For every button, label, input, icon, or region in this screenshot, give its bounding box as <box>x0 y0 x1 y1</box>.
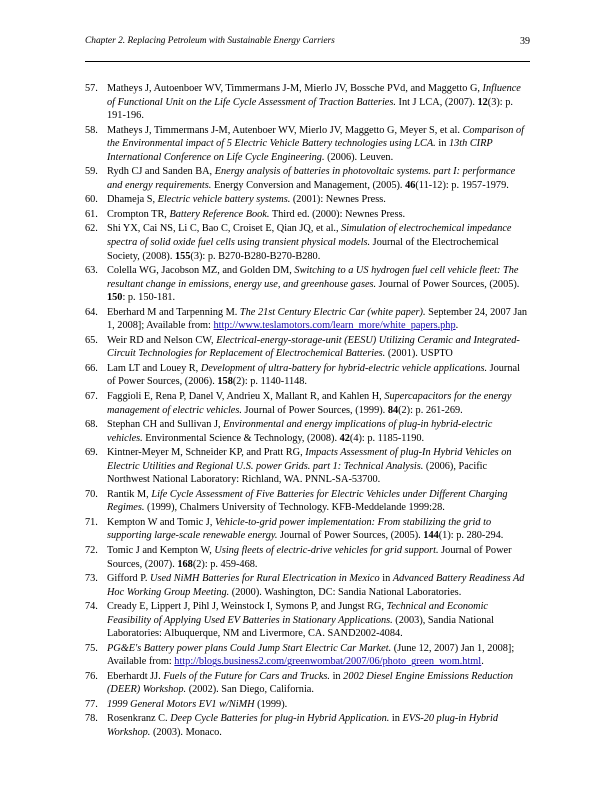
reference-text-segment: Dhameja S, <box>107 194 158 206</box>
reference-title: Impacts Assessment of plug-In Hybrid Vehicles on Electric Utilities and Regional U.S. power Grids. part 1: Technical Analysis. <box>107 447 512 472</box>
reference-title: Development of ultra-battery for hybrid-electric vehicle applications. <box>200 362 488 374</box>
reference-text-segment: (1): p. 280-294. <box>438 530 504 542</box>
reference-volume: 168 <box>177 558 193 570</box>
reference-title: Deep Cycle Batteries for plug-in Hybrid Application. <box>170 713 390 725</box>
reference-text-segment: September 24, 2007 Jan 1, 2008]; Available from: <box>107 306 528 332</box>
reference-number: 71. <box>85 516 98 528</box>
reference-item <box>85 642 530 669</box>
reference-text <box>107 545 512 570</box>
reference-volume: 150 <box>107 292 123 304</box>
reference-number: 63. <box>85 265 98 277</box>
reference-title: Simulation of electrochemical impedance spectra of solid oxide fuel cells using transient physical models. <box>107 223 512 248</box>
reference-item <box>85 446 530 487</box>
reference-number: 78. <box>85 713 98 725</box>
reference-title: Environmental and energy implications of plug-in hybrid-electric vehicles. <box>107 419 493 444</box>
reference-title: Electrical-energy-storage-unit (EESU) Utilizing Ceramic and Integrated-Circuit Technologies for Replacement of Electrochemical Batteries. <box>107 334 520 360</box>
reference-text <box>107 601 494 639</box>
reference-text <box>107 209 405 220</box>
reference-text-segment: (11-12): p. 1957-1979. <box>415 179 509 191</box>
reference-text-segment: Environmental Science & Technology, (2008). <box>142 432 340 444</box>
reference-item <box>85 712 530 739</box>
reference-item <box>85 390 530 417</box>
reference-title: Using fleets of electric-drive vehicles for grid support. <box>214 544 439 556</box>
reference-volume: 42 <box>339 432 350 444</box>
reference-text-segment: (1999). <box>254 698 288 710</box>
reference-volume: 12 <box>477 96 488 108</box>
reference-text <box>107 335 520 360</box>
reference-item <box>85 264 530 305</box>
reference-text-segment: Lam LT and Louey R, <box>107 362 201 374</box>
reference-item <box>85 306 530 333</box>
reference-text <box>107 363 520 388</box>
reference-text-segment: (4): p. 1185-1190. <box>349 432 425 444</box>
reference-text <box>107 447 512 485</box>
reference-number: 68. <box>85 419 98 431</box>
reference-text-segment: Journal of Power Sources, (2006). <box>107 362 520 388</box>
reference-title: Supercapacitors for the energy management of electric vehicles. <box>107 390 512 416</box>
reference-number: 61. <box>85 208 98 220</box>
reference-text <box>107 166 515 191</box>
reference-title: Technical and Economic Feasibility of Applying Used EV Batteries in Stationary Applications. <box>107 601 489 626</box>
reference-title: PG&E's Battery power plans Could Jump Start Electric Car Market. <box>107 642 392 654</box>
reference-text-segment: Crompton TR, <box>107 208 170 220</box>
reference-number: 60. <box>85 194 98 206</box>
reference-title: Life Cycle Assessment of Five Batteries for Electric Vehicles under Different Charging Regimes. <box>107 488 508 514</box>
reference-number: 73. <box>85 573 98 585</box>
reference-title: Switching to a US hydrogen fuel cell vehicle fleet: The resultant change in emissions, energy use, and greenhouse gases. <box>107 265 519 290</box>
reference-text-segment: Journal of Power Sources, (2007). <box>107 544 512 570</box>
reference-text-segment: Journal of Power Sources, (1999). <box>241 404 388 416</box>
reference-list <box>85 82 530 741</box>
reference-title: The 21st Century Electric Car (white paper). <box>239 306 426 318</box>
reference-text-segment: Weir RD and Nelson CW, <box>107 334 217 346</box>
reference-item <box>85 670 530 697</box>
reference-item <box>85 193 530 207</box>
reference-text <box>107 83 521 121</box>
reference-text <box>107 419 492 444</box>
reference-item <box>85 544 530 571</box>
reference-text-segment: Rantik M, <box>107 488 152 500</box>
reference-text-segment: Rosenkranz C. <box>107 713 171 725</box>
reference-text-segment: (2): p. 261-269. <box>398 404 463 416</box>
reference-text-segment: (3): p. B270-B280-B270-B280. <box>190 250 321 262</box>
reference-volume: 84 <box>387 404 399 416</box>
reference-title: Energy analysis of batteries in photovoltaic systems. part I: performance and energy requirements. <box>107 166 516 191</box>
reference-text <box>107 307 527 332</box>
reference-item <box>85 698 530 712</box>
reference-item <box>85 418 530 445</box>
reference-title: 13th CIRP International Conference on Life Cycle Engineering. <box>107 138 493 163</box>
reference-item <box>85 165 530 192</box>
reference-text <box>107 643 514 668</box>
reference-number: 72. <box>85 544 98 556</box>
reference-text-segment: (2003). Monaco. <box>150 727 222 739</box>
reference-text-segment: in <box>435 138 449 150</box>
reference-text-segment: Tomic J and Kempton W, <box>107 544 215 556</box>
reference-url-link[interactable]: http://www.teslamotors.com/learn_more/white_papers.php <box>213 320 456 332</box>
reference-text-segment: (1999), Chalmers University of Technology. KFB-Meddelande 1999:28. <box>144 502 445 514</box>
reference-text-segment: Eberhard M and Tarpenning M. <box>107 306 240 318</box>
reference-text-segment: Faggioli E, Rena P, Danel V, Andrieu X, Mallant R, and Kahlen H, <box>107 390 385 402</box>
reference-item <box>85 572 530 599</box>
reference-number: 57. <box>85 83 98 94</box>
reference-text-segment: Journal of Power Sources, (2005). <box>277 530 424 542</box>
reference-title: Battery Reference Book. <box>169 208 270 220</box>
reference-text-segment: Stephan CH and Sullivan J, <box>107 419 224 431</box>
reference-text-segment: Journal of the Electrochemical Society, (2008). <box>107 236 499 262</box>
reference-title: Fuels of the Future for Cars and Trucks. <box>163 670 330 682</box>
reference-text <box>107 713 498 738</box>
reference-text-segment: in <box>389 713 403 725</box>
reference-title: Comparison of the Environmental impact of 5 Electric Vehicle Battery technologies using LCA. <box>107 124 525 150</box>
reference-text-segment: Gifford P. <box>107 573 151 585</box>
reference-text-segment: (3): p. 191-196. <box>107 96 513 122</box>
reference-title: Advanced Battery Readiness Ad Hoc Working Group Meeting. <box>107 573 525 598</box>
reference-text-segment: (2): p. 1140-1148. <box>232 376 308 388</box>
reference-item <box>85 516 530 543</box>
reference-number: 62. <box>85 223 98 235</box>
reference-text-segment: (2001): Newnes Press. <box>290 194 386 206</box>
reference-number: 70. <box>85 488 98 500</box>
reference-number: 74. <box>85 601 98 613</box>
reference-item <box>85 334 530 361</box>
reference-text <box>107 223 511 261</box>
reference-number: 67. <box>85 390 98 402</box>
reference-item <box>85 208 530 222</box>
reference-text-segment: Int J LCA, (2007). <box>395 96 478 108</box>
reference-text-segment: Journal of Power Sources, (2005). <box>376 278 520 290</box>
reference-item <box>85 488 530 515</box>
reference-text-segment: (2): p. 459-468. <box>192 558 258 570</box>
page-number: 39 <box>520 36 530 47</box>
reference-text-segment: : p. 150-181. <box>122 292 176 304</box>
reference-item <box>85 362 530 389</box>
reference-text-segment: (2003), Sandia National Laboratories: Albuquerque, NM and Livermore, CA. SAND2002-4084. <box>107 614 494 640</box>
reference-text-segment: Shi YX, Cai NS, Li C, Bao C, Croiset E, Qian JQ, et al., <box>107 223 342 235</box>
reference-text <box>107 573 524 598</box>
reference-text <box>107 671 513 696</box>
reference-title: EVS-20 plug-in Hybrid Workshop. <box>107 713 499 739</box>
reference-number: 59. <box>85 166 98 178</box>
reference-text <box>107 194 386 205</box>
reference-text-segment: in <box>379 573 393 585</box>
reference-text-segment: Third ed. (2000): Newnes Press. <box>269 208 406 220</box>
reference-number: 75. <box>85 642 98 654</box>
reference-text-segment: (2000). Washington, DC: Sandia National Laboratories. <box>229 586 462 598</box>
reference-text-segment: in <box>330 670 344 682</box>
reference-volume: 155 <box>174 250 191 262</box>
reference-title: Electric vehicle battery systems. <box>157 194 291 206</box>
reference-title: Influence of Functional Unit on the Life Cycle Assessment of Traction Batteries. <box>107 83 521 108</box>
reference-text <box>107 489 508 514</box>
reference-item <box>85 600 530 641</box>
reference-item <box>85 82 530 123</box>
reference-text <box>107 265 519 303</box>
reference-text-segment: (2002). San Diego, California. <box>186 684 314 696</box>
reference-item <box>85 222 530 263</box>
reference-item <box>85 124 530 165</box>
reference-text-segment: (June 12, 2007) Jan 1, 2008]; Available from: <box>107 642 515 668</box>
reference-number: 76. <box>85 670 98 682</box>
reference-text-segment: Matheys J, Timmermans J-M, Autenboer WV, Mierlo JV, Maggetto G, Meyer S, et al. <box>107 124 463 136</box>
running-header <box>85 36 530 50</box>
reference-text-segment: (2006). Leuven. <box>324 151 394 163</box>
reference-text-segment: Energy Conversion and Management, (2005). <box>211 179 406 191</box>
reference-title: Used NiMH Batteries for Rural Electrication in Mexico <box>150 573 380 585</box>
reference-title: 1999 General Motors EV1 w/NiMH <box>107 698 255 710</box>
reference-text-segment: Colella WG, Jacobson MZ, and Golden DM, <box>107 265 295 277</box>
reference-text-segment: . <box>481 656 484 668</box>
reference-number: 65. <box>85 334 98 346</box>
chapter-title: Chapter 2. Replacing Petroleum with Sustainable Energy Carriers <box>85 36 335 46</box>
reference-number: 69. <box>85 447 98 459</box>
reference-text-segment: Kempton W and Tomic J, <box>107 516 215 528</box>
reference-number: 77. <box>85 698 98 710</box>
reference-volume: 144 <box>423 530 439 542</box>
reference-text <box>107 391 511 416</box>
reference-number: 64. <box>85 306 98 318</box>
reference-text-segment: Cready E, Lippert J, Pihl J, Weinstock I, Symons P, and Jungst RG, <box>107 601 387 613</box>
reference-text <box>107 699 287 710</box>
reference-url-link[interactable]: http://blogs.business2.com/greenwombat/2007/06/photo_green_wom.html <box>174 656 482 668</box>
reference-text <box>107 125 524 163</box>
reference-number: 66. <box>85 362 98 374</box>
reference-volume: 158 <box>217 376 233 388</box>
reference-text-segment: Eberhardt JJ. <box>107 670 164 682</box>
reference-text-segment: Kintner-Meyer M, Schneider KP, and Pratt RG, <box>107 447 306 459</box>
reference-text-segment: (2001). USPTO <box>385 348 453 360</box>
reference-text <box>107 517 503 542</box>
reference-title: Vehicle-to-grid power implementation: From stabilizing the grid to supporting large-scale renewable energy. <box>107 516 492 542</box>
reference-text-segment: Matheys J, Autoenboer WV, Timmermans J-M, Mierlo JV, Bossche PVd, and Maggetto G, <box>107 83 483 94</box>
reference-text-segment: (2006), Pacific Northwest National Laboratory: Richland, WA. PNNL-SA-53700. <box>107 460 488 486</box>
reference-text-segment: Rydh CJ and Sanden BA, <box>107 166 215 178</box>
reference-text-segment: . <box>455 320 459 332</box>
reference-number: 58. <box>85 124 98 136</box>
header-rule <box>85 61 530 62</box>
reference-volume: 46 <box>405 179 416 191</box>
reference-title: 2002 Diesel Engine Emissions Reduction (DEER) Workshop. <box>107 670 514 696</box>
